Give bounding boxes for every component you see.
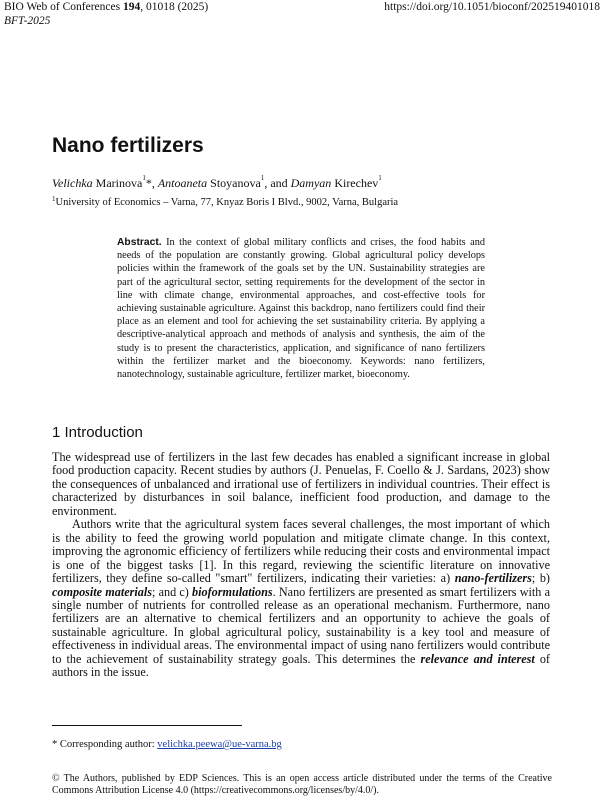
affiliation-mark: 1 [52, 195, 56, 203]
introduction-body [52, 451, 550, 680]
footnote-mark: * [52, 739, 58, 750]
abstract-label: Abstract. [117, 237, 162, 248]
journal-volume: 194 [122, 1, 141, 13]
section-heading [52, 424, 143, 441]
author-family-name: Marinova [95, 176, 143, 190]
affiliation-mark: 1 [260, 174, 265, 182]
abstract [117, 236, 485, 381]
affiliation-mark: 1 [142, 174, 146, 182]
corresponding-email-link[interactable]: velichka.peewa@ue-varna.bg [157, 739, 282, 750]
paragraph: Authors write that the agricultural system faces several challenges, the most important of which is the ability to feed the growing world population and mitigate climate change. In this context, improving the agronomic efficiency of fertilizers while reducing their costs and environmental impact is one of the biggest tasks [1]. In this regard, reviewing the scientific literature on innovative fertilizers, they define so-called "smart" fertilizers, indicating their varieties: a) nano-fertilizers; b) composite materials; and c) bioformulations. Nano fertilizers are presented as smart fertilizers with a single number of nutrients for controlled release as an operational mechanism. Furthermore, nano fertilizers are an alternative to chemical fertilizers and an opportunity to achieve the goals of sustainable agriculture. In global agricultural policy, sustainability is a key tool and measure of effectiveness in individual areas. The environmental impact of using nano fertilizers would contribute to the achievement of sustainability strategy goals. This determines the relevance and interest of authors in the issue. [52, 517, 550, 680]
author-given-name: Antoaneta [157, 176, 208, 190]
running-header [4, 0, 600, 28]
author-given-name: Damyan [290, 176, 332, 190]
author-family-name: Stoyanova [210, 176, 261, 190]
paragraph: The widespread use of fertilizers in the last few decades has enabled a significant increase in global food production capacity. Recent studies by authors (J. Penuelas, F. Coello & J. Sardans, 2023) show the consequences of unbalanced and irrational use of fertilizers in individual countries. Their effect is characterized by disturbances in soil balance, inefficient food production, and damage to the environment. [52, 450, 550, 518]
abstract-text: In the context of global military conflicts and crises, the food habits and needs of the population are constantly growing. Global agricultural policy develops policies within the framework of the goals set by the UN. Sustainability strategies are part of the agricultural sector, setting requirements for the development of the sector in line with climate change, environmental approaches, and cost-effective tools for achieving sustainable agriculture. Against this backdrop, nano fertilizers could find their place as an element and tool for achieving the set sustainability criteria. By applying a descriptive-analytical approach and methods of analysis and synthesis, the aim of the study is to present the characteristics, application, and significance of nano fertilizers within the fertilizer market and the bioeconomy. Keywords: nano fertilizers, nanotechnology, sustainable agriculture, fertilizer market, bioeconomy. [117, 237, 485, 381]
author-list: Velichka Marinova$^1$*, Antoaneta Stoyanova$^1$, and Damyan Kirechev$^1$ [52, 174, 382, 190]
emphasis: nano-fertilizers [454, 571, 532, 586]
paper-title: Nano fertilizers [52, 134, 204, 157]
emphasis: composite materials [52, 584, 153, 599]
emphasis: relevance and interest [420, 651, 535, 666]
affiliation [52, 197, 398, 208]
copyright-notice: © The Authors, published by EDP Sciences. This is an open access article distributed under the terms of the Creative Commons Attribution License 4.0 (https://creativecommons.org/licenses/by/4.0/). [52, 773, 552, 796]
affiliation-mark: 1 [378, 174, 382, 182]
section-title: Introduction [64, 424, 143, 441]
doi-link[interactable]: https://doi.org/10.1051/bioconf/202519401018 [384, 1, 600, 13]
conference-series: BFT-2025 [4, 15, 51, 27]
author-family-name: Kirechev [334, 176, 379, 190]
footnote [52, 739, 282, 750]
header-row [4, 0, 600, 14]
affiliation-text: University of Economics – Varna, 77, Knyaz Boris I Blvd., 9002, Varna, Bulgaria [55, 197, 399, 208]
section-number: 1 [52, 424, 61, 441]
emphasis: bioformulations [192, 584, 273, 599]
journal-citation: BIO Web of Conferences 194, 01018 (2025) [4, 1, 209, 13]
author-given-name: Velichka [52, 176, 93, 190]
footnote-divider [52, 725, 242, 726]
corresponding-mark: * [145, 176, 152, 190]
footnote-label: Corresponding author: [57, 739, 158, 750]
